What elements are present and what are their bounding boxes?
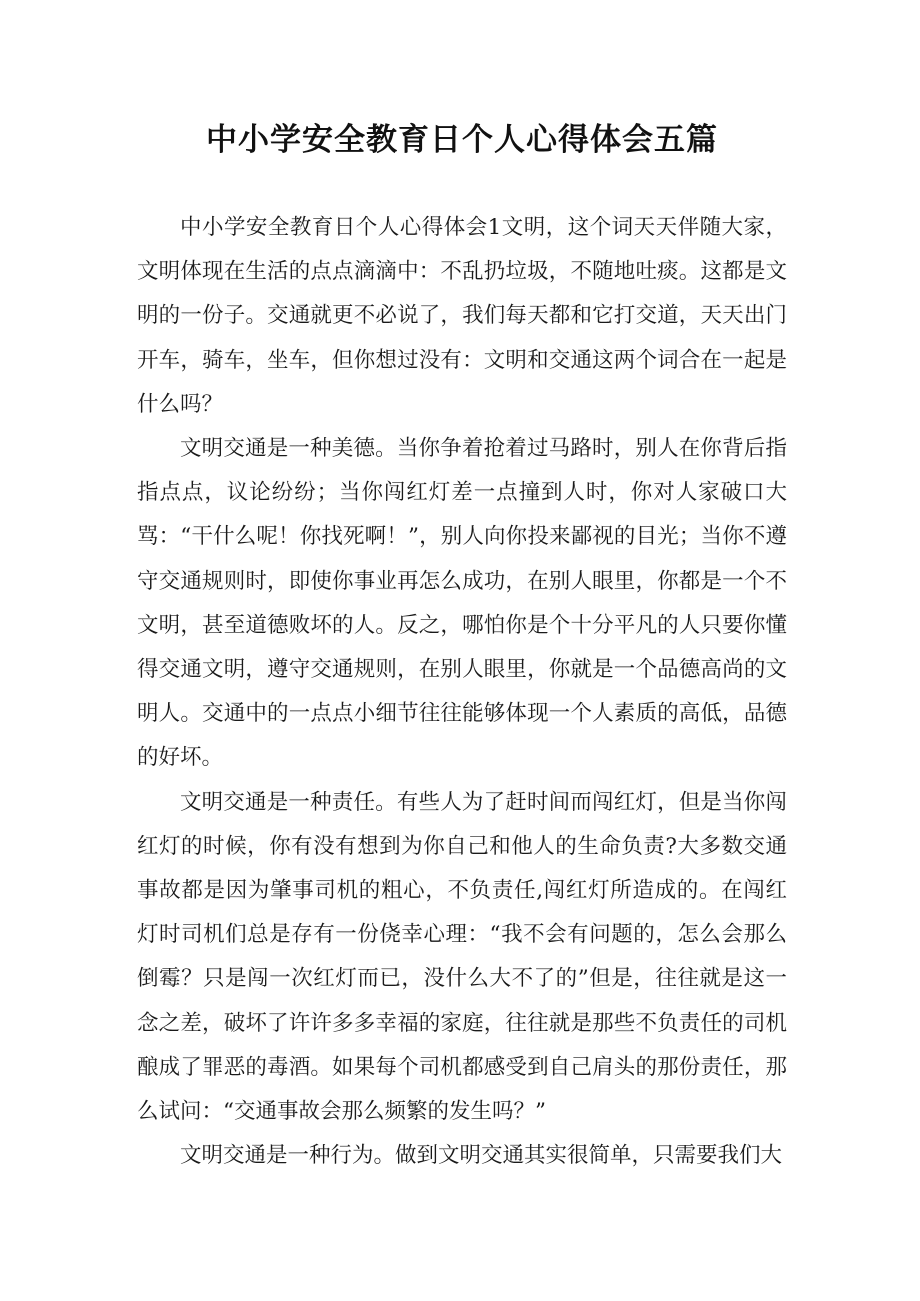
paragraph-2: 文明交通是一种美德。当你争着抢着过马路时，别人在你背后指指点点，议论纷纷；当你闯红灯差一点撞到人时，你对人家破口大骂：“干什么呢！你找死啊！”，别人向你投来鄙视的目光；当你不遵守交通规则时，即使你事业再怎么成功，在别人眼里，你都是一个不文明，甚至道德败坏的人。反之，哪怕你是个十分平凡的人只要你懂得交通文明，遵守交通规则，在别人眼里，你就是一个品德高尚的文明人。交通中的一点点小细节往往能够体现一个人素质的高低，品德的好坏。 bbox=[137, 436, 787, 771]
document-title: 中小学安全教育日个人心得体会五篇 bbox=[206, 122, 718, 158]
paragraph-3: 文明交通是一种责任。有些人为了赶时间而闯红灯，但是当你闯红灯的时候，你有没有想到为你自己和他人的生命负责?大多数交通事故都是因为肇事司机的粗心，不负责任,闯红灯所造成的。在闯红灯时司机们总是存有一份侥幸心理：“我不会有问题的，怎么会那么倒霉？只是闯一次红灯而已，没什么大不了的”但是，往往就是这一念之差，破坏了许许多多幸福的家庭，往往就是那些不负责任的司机酿成了罪恶的毒酒。如果每个司机都感受到自己肩头的那份责任，那么试问：“交通事故会那么频繁的发生吗？” bbox=[137, 789, 787, 1125]
paragraph-4: 文明交通是一种行为。做到文明交通其实很简单，只需要我们大 bbox=[180, 1143, 783, 1169]
document-body bbox=[137, 206, 787, 1178]
paragraph-1: 中小学安全教育日个人心得体会1文明，这个词天天伴随大家，文明体现在生活的点点滴滴中：不乱扔垃圾，不随地吐痰。这都是文明的一份子。交通就更不必说了，我们每天都和它打交道，天天出门开车，骑车，坐车，但你想过没有：文明和交通这两个词合在一起是什么吗？ bbox=[137, 215, 787, 417]
